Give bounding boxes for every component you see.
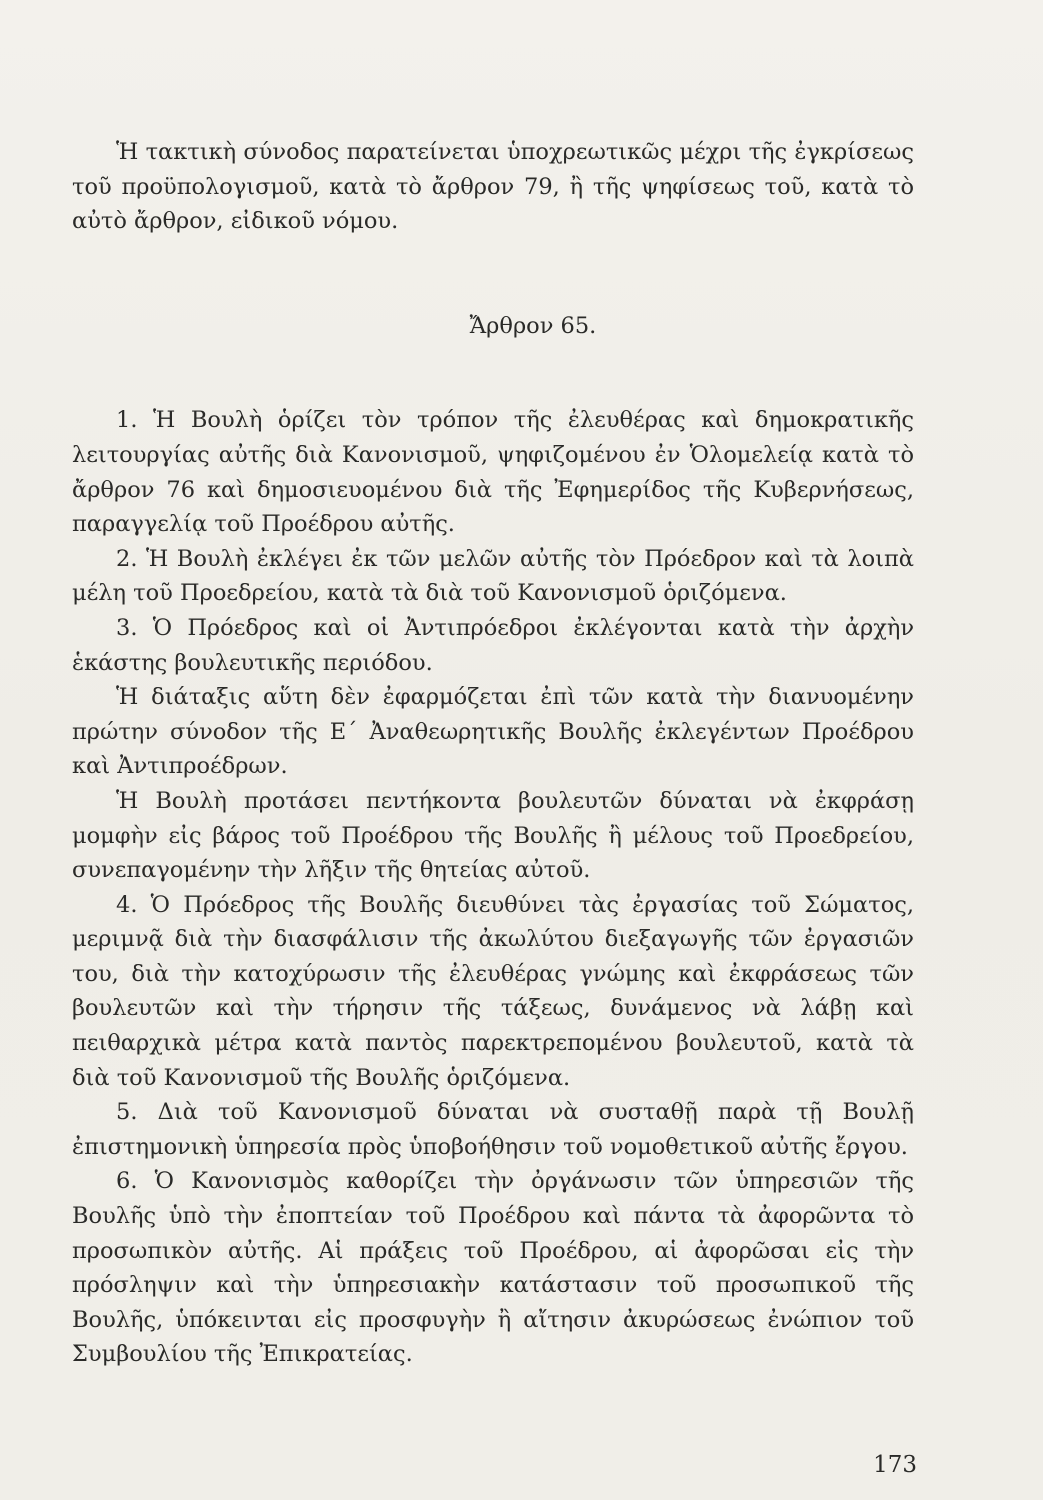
paragraph-3-provision: Ἡ διάταξις αὕτη δὲν ἐφαρμόζεται ἐπὶ τῶν κατὰ τὴν διανυομένην πρώτην σύνοδον τῆς Ε΄ Ἀναθεωρητικῆς Βουλῆς ἐκλεγέντων Προέδρου καὶ Ἀντιπροέδρων. [72, 684, 914, 780]
article-heading: Ἄρθρον 65. [469, 312, 597, 339]
paragraph-3: 3. Ὁ Πρόεδρος καὶ οἱ Ἀντιπρόεδροι ἐκλέγονται κατὰ τὴν ἀρχὴν ἑκάστης βουλευτικῆς περιόδου. [72, 614, 914, 676]
paragraph-6: 6. Ὁ Κανονισμὸς καθορίζει τὴν ὀργάνωσιν τῶν ὑπηρεσιῶν τῆς Βουλῆς ὑπὸ τὴν ἐποπτείαν τοῦ Προέδρου καὶ πάντα τὰ ἀφορῶντα τὸ προσωπικὸν αὐτῆς. Αἱ πράξεις τοῦ Προέδρου, αἱ ἀφορῶσαι εἰς τὴν πρόσληψιν καὶ τὴν ὑπηρεσιακὴν κατάστασιν τοῦ προσωπικοῦ τῆς Βουλῆς, ὑπόκεινται εἰς προσφυγὴν ἢ αἴτησιν ἀκυρώσεως ἐνώπιον τοῦ Συμβουλίου τῆς Ἐπικρατείας. [72, 1168, 914, 1368]
paragraph-2: 2. Ἡ Βουλὴ ἐκλέγει ἐκ τῶν μελῶν αὐτῆς τὸν Πρόεδρον καὶ τὰ λοιπὰ μέλη τοῦ Προεδρείου, κατὰ τὰ διὰ τοῦ Κανονισμοῦ ὁριζόμενα. [72, 545, 914, 607]
paragraph-5: 5. Διὰ τοῦ Κανονισμοῦ δύναται νὰ συσταθῇ παρὰ τῇ Βουλῇ ἐπιστημονικὴ ὑπηρεσία πρὸς ὑποβοήθησιν τοῦ νομοθετικοῦ αὐτῆς ἔργου. [72, 1099, 914, 1160]
paragraph-4: 4. Ὁ Πρόεδρος τῆς Βουλῆς διευθύνει τὰς ἐργασίας τοῦ Σώματος, μεριμνᾷ διὰ τὴν διασφάλισιν τῆς ἀκωλύτου διεξαγωγῆς τῶν ἐργασιῶν του, διὰ τὴν κατοχύρωσιν τῆς ἐλευθέρας γνώμης καὶ ἐκφράσεως τῶν βουλευτῶν καὶ τὴν τήρησιν τῆς τάξεως, δυνάμενος νὰ λάβῃ καὶ πειθαρχικὰ μέτρα κατὰ παντὸς παρεκτρεπομένου βουλευτοῦ, κατὰ τὰ διὰ τοῦ Κανονισμοῦ τῆς Βουλῆς ὁριζόμενα. [72, 891, 914, 1091]
paragraph-1: 1. Ἡ Βουλὴ ὁρίζει τὸν τρόπον τῆς ἐλευθέρας καὶ δημοκρατικῆς λειτουργίας αὐτῆς διὰ Κανονισμοῦ, ψηφιζομένου ἐν Ὁλομελείᾳ κατὰ τὸ ἄρθρον 76 καὶ δημοσιευομένου διὰ τῆς Ἐφημερίδος τῆς Κυβερνήσεως, παραγγελίᾳ τοῦ Προέδρου αὐτῆς. [72, 407, 914, 538]
intro-paragraph: Ἡ τακτικὴ σύνοδος παρατείνεται ὑποχρεωτικῶς μέχρι τῆς ἐγκρίσεως τοῦ προϋπολογισμοῦ, κατὰ τὸ ἄρθρον 79, ἢ τῆς ψηφίσεως τοῦ, κατὰ τὸ αὐτὸ ἄρθρον, εἰδικοῦ νόμου. [72, 139, 914, 235]
document-body [72, 135, 914, 1372]
paragraph-3-censure: Ἡ Βουλὴ προτάσει πεντήκοντα βουλευτῶν δύναται νὰ ἐκφράσῃ μομφὴν εἰς βάρος τοῦ Προέδρου τῆς Βουλῆς ἢ μέλους τοῦ Προεδρείου, συνεπαγομένην τὴν λῆξιν τῆς θητείας αὐτοῦ. [72, 787, 914, 884]
page-number: 173 [873, 1452, 917, 1478]
